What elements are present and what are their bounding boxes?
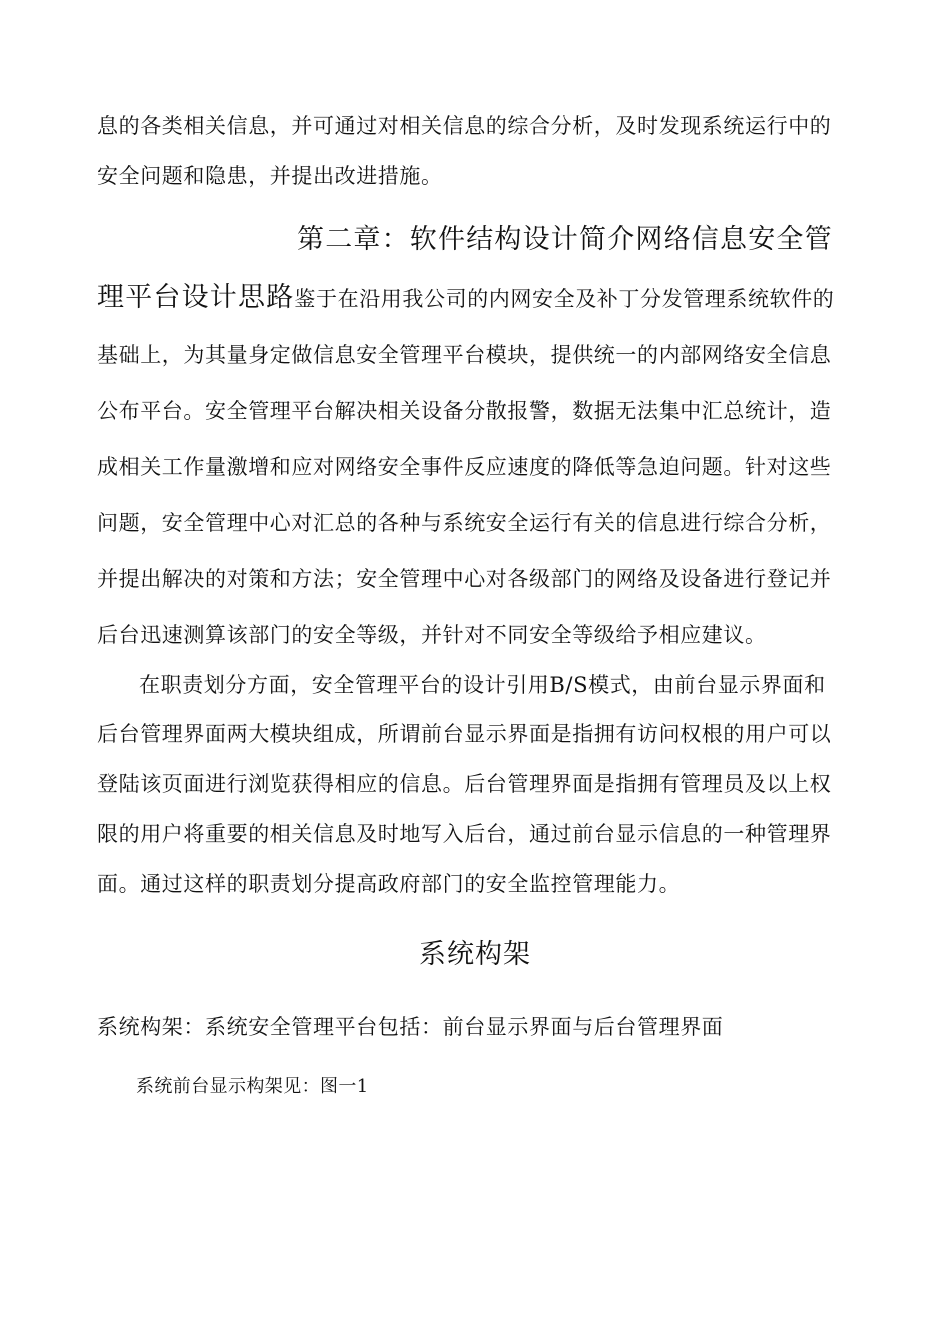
text-line: 并提出解决的对策和方法；安全管理中心对各级部门的网络及设备进行登记并 bbox=[97, 567, 832, 591]
paragraph-start: 鉴于在沿用我公司的内网安全及补丁分发管理系统软件的 bbox=[294, 287, 835, 311]
chapter-heading-tail: 理平台设计思路 bbox=[97, 282, 295, 313]
text-line: 成相关工作量激增和应对网络安全事件反应速度的降低等急迫问题。针对这些 bbox=[97, 455, 832, 479]
text-line: 公布平台。安全管理平台解决相关设备分散报警，数据无法集中汇总统计，造 bbox=[97, 399, 832, 423]
text-line: 限的用户将重要的相关信息及时地写入后台，通过前台显示信息的一种管理界 bbox=[97, 822, 832, 846]
chapter-heading: 第二章：软件结构设计简介网络信息安全管 bbox=[297, 224, 833, 255]
chapter-heading-continuation bbox=[97, 281, 834, 318]
text-line: 安全问题和隐患，并提出改进措施。 bbox=[97, 164, 443, 188]
text-line: 在职责划分方面，安全管理平台的设计引用B/S模式，由前台显示界面和 bbox=[139, 673, 826, 697]
text-line: 后台迅速测算该部门的安全等级，并针对不同安全等级给予相应建议。 bbox=[97, 623, 767, 647]
text-line: 后台管理界面两大模块组成，所谓前台显示界面是指拥有访问权根的用户可以 bbox=[97, 722, 832, 746]
system-description: 系统构架：系统安全管理平台包括：前台显示界面与后台管理界面 bbox=[97, 1015, 724, 1039]
text-line: 登陆该页面进行浏览获得相应的信息。后台管理界面是指拥有管理员及以上权 bbox=[97, 772, 832, 796]
text-line: 基础上，为其量身定做信息安全管理平台模块，提供统一的内部网络安全信息 bbox=[97, 343, 832, 367]
figure-reference: 系统前台显示构架见：图一1 bbox=[136, 1076, 369, 1097]
text-line: 息的各类相关信息，并可通过对相关信息的综合分析，及时发现系统运行中的 bbox=[97, 114, 832, 138]
section-title: 系统构架 bbox=[419, 939, 531, 970]
text-line: 问题，安全管理中心对汇总的各种与系统安全运行有关的信息进行综合分析， bbox=[97, 511, 832, 535]
text-line: 面。通过这样的职责划分提高政府部门的安全监控管理能力。 bbox=[97, 872, 681, 896]
